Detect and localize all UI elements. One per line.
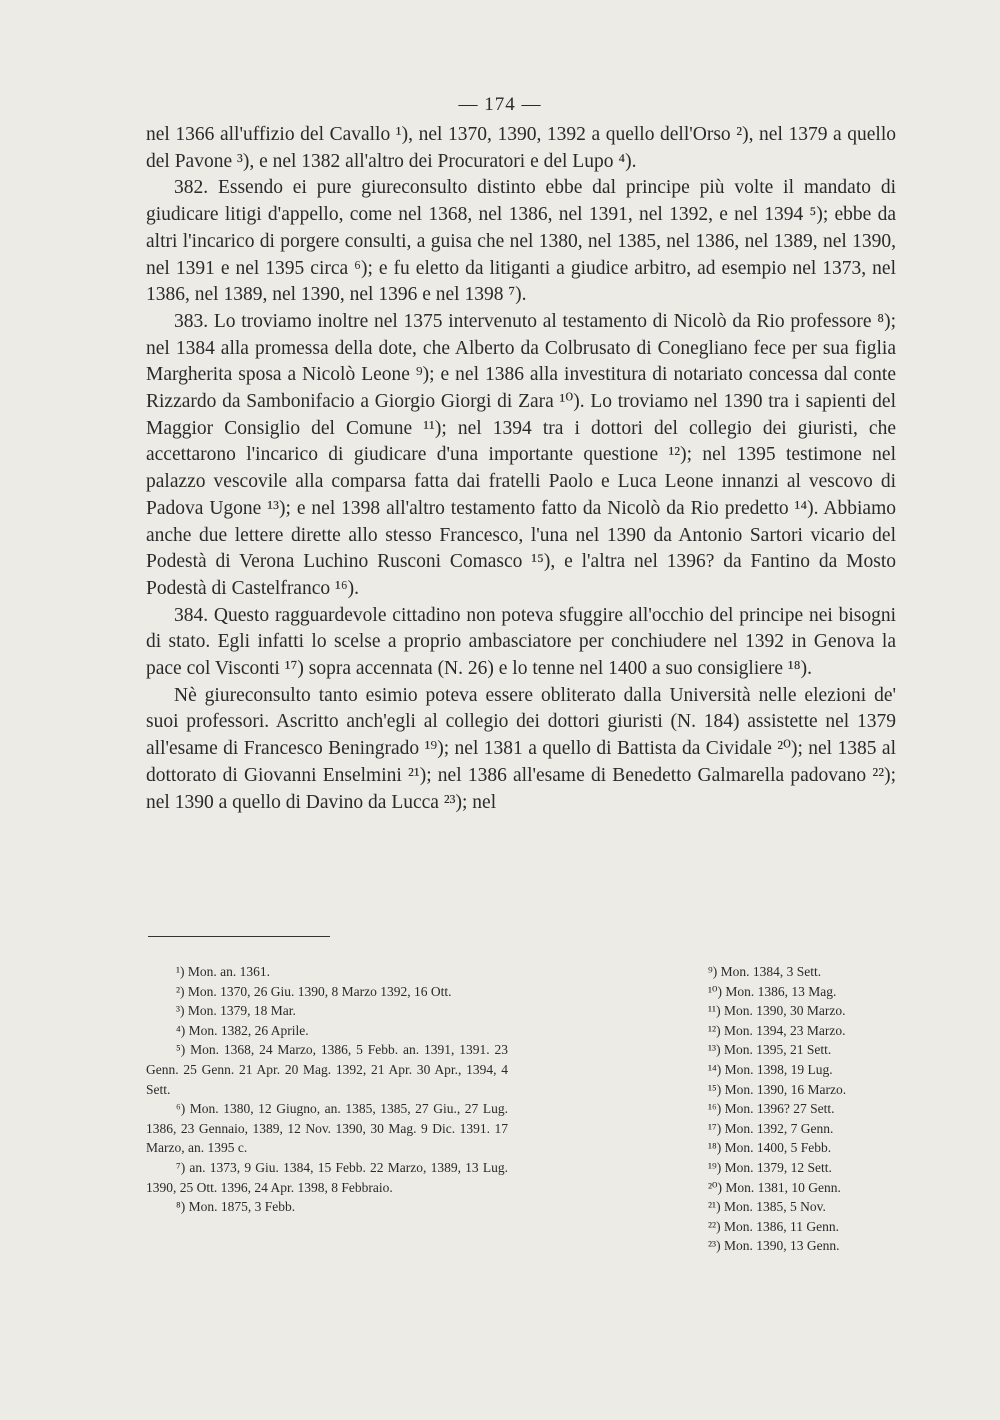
paragraph-382: 382. Essendo ei pure giureconsulto distinto ebbe dal principe più volte il mandato di giudicare litigi d'appello, come nel 1368, nel 1386, nel 1391, nel 1392, e nel 1394 ⁵); ebbe da altri l'incarico di porgere consulti, a guisa che nel 1380, nel 1385, nel 1386, nel 1389, nel 1390, nel 1391 e nel 1395 circa ⁶); e fu eletto da litiganti a giudice arbitro, ad esempio nel 1373, nel 1386, nel 1389, nel 1390, nel 1396 e nel 1398 ⁷).: [146, 177, 896, 306]
footnote: ⁵) Mon. 1368, 24 Marzo, 1386, 5 Febb. an. 1391, 1391. 23 Genn. 25 Genn. 21 Apr. 20 Mag. 1392, 21 Apr. 30 Apr., 1394, 4 Sett.: [146, 1042, 508, 1097]
footnotes-right-column: [706, 962, 906, 1256]
footnote: ¹⁶) Mon. 1396? 27 Sett.: [708, 1101, 835, 1117]
footnote: ¹¹) Mon. 1390, 30 Marzo.: [708, 1003, 846, 1019]
footnote: ⁸) Mon. 1875, 3 Febb.: [176, 1199, 296, 1215]
footnote: ⁷) an. 1373, 9 Giu. 1384, 15 Febb. 22 Marzo, 1389, 13 Lug. 1390, 25 Ott. 1396, 24 Apr. 1398, 8 Febbraio.: [146, 1159, 508, 1195]
footnote: ²²) Mon. 1386, 11 Genn.: [708, 1218, 839, 1234]
footnote: ¹⁷) Mon. 1392, 7 Genn.: [708, 1120, 834, 1136]
footnote: ³) Mon. 1379, 18 Mar.: [176, 1003, 296, 1019]
footnote: ⁶) Mon. 1380, 12 Giugno, an. 1385, 1385, 27 Giu., 27 Lug. 1386, 23 Gennaio, 1389, 12 Nov. 1390, 30 Mag. 9 Dic. 1391. 17 Marzo, an. 1395 c.: [146, 1101, 508, 1156]
paragraph-383: 383. Lo troviamo inoltre nel 1375 intervenuto al testamento di Nicolò da Rio professore ⁸); nel 1384 alla promessa della dote, che Alberto da Colbrusato di Conegliano fece per sua figlia Margherita sposa a Nicolò Leone ⁹); e nel 1386 alla investitura di notariato concessa dal conte Rizzardo da Sambonifacio a Giorgio Giorgi di Zara ¹⁰). Lo troviamo nel 1390 tra i sapienti del Maggior Consiglio del Comune ¹¹); nel 1394 tra i dottori del collegio dei giuristi, che accettarono l'incarico di giudicare d'una importante questione ¹²); nel 1395 testimone nel palazzo vescovile alla comparsa fatta dai fratelli Paolo e Luca Leone innanzi al vescovo di Padova Ugone ¹³); e nel 1398 all'altro testamento fatto da Nicolò da Rio predetto ¹⁴). Abbiamo anche due lettere dirette allo stesso Francesco, l'una nel 1390 da Antonio Sartori vicario del Podestà di Verona Luchino Rusconi Comasco ¹⁵), e l'altra nel 1396? da Fantino da Mosto Podestà di Castelfranco ¹⁶).: [146, 310, 896, 599]
body-text: [146, 122, 896, 816]
footnote: ²¹) Mon. 1385, 5 Nov.: [708, 1199, 826, 1215]
footnote: ¹⁰) Mon. 1386, 13 Mag.: [708, 983, 837, 999]
footnote: ¹²) Mon. 1394, 23 Marzo.: [708, 1022, 846, 1038]
footnote: ²) Mon. 1370, 26 Giu. 1390, 8 Marzo 1392, 16 Ott.: [176, 983, 452, 999]
paragraph-continuation: nel 1366 all'uffizio del Cavallo ¹), nel 1370, 1390, 1392 a quello dell'Orso ²), nel 1379 a quello del Pavone ³), e nel 1382 all'altro dei Procuratori e del Lupo ⁴).: [146, 124, 896, 172]
footnote: ²³) Mon. 1390, 13 Genn.: [708, 1238, 840, 1254]
paragraph-university: Nè giureconsulto tanto esimio poteva essere obliterato dalla Università nelle elezioni de' suoi professori. Ascritto anch'egli al collegio dei dottori giuristi (N. 184) assistette nel 1379 all'esame di Francesco Beningrado ¹⁹); nel 1381 a quello di Battista da Cividale ²⁰); nel 1385 al dottorato di Giovanni Enselmini ²¹); nel 1386 all'esame di Benedetto Galmarella padovano ²²); nel 1390 a quello di Davino da Lucca ²³); nel: [146, 684, 896, 813]
footnote: ⁹) Mon. 1384, 3 Sett.: [708, 964, 822, 979]
footnote-divider: [148, 936, 330, 937]
footnote: ¹⁵) Mon. 1390, 16 Marzo.: [708, 1081, 847, 1097]
footnote: ¹) Mon. an. 1361.: [176, 964, 271, 979]
page-number: — 174 —: [458, 94, 542, 115]
footnote: ²⁰) Mon. 1381, 10 Genn.: [708, 1179, 841, 1195]
footnotes: [146, 962, 906, 1256]
footnote: ¹⁸) Mon. 1400, 5 Febb.: [708, 1140, 832, 1156]
footnote: ¹³) Mon. 1395, 21 Sett.: [708, 1042, 832, 1058]
footnote: ¹⁹) Mon. 1379, 12 Sett.: [708, 1159, 832, 1175]
paragraph-384: 384. Questo ragguardevole cittadino non poteva sfuggire all'occhio del principe nei bisogni di stato. Egli infatti lo scelse a proprio ambasciatore per conchiudere nel 1392 in Genova la pace col Visconti ¹⁷) sopra accennata (N. 26) e lo tenne nel 1400 a suo consigliere ¹⁸).: [146, 604, 896, 680]
footnote: ¹⁴) Mon. 1398, 19 Lug.: [708, 1061, 833, 1077]
footnote: ⁴) Mon. 1382, 26 Aprile.: [176, 1022, 309, 1038]
footnotes-left-column: [146, 962, 508, 1256]
